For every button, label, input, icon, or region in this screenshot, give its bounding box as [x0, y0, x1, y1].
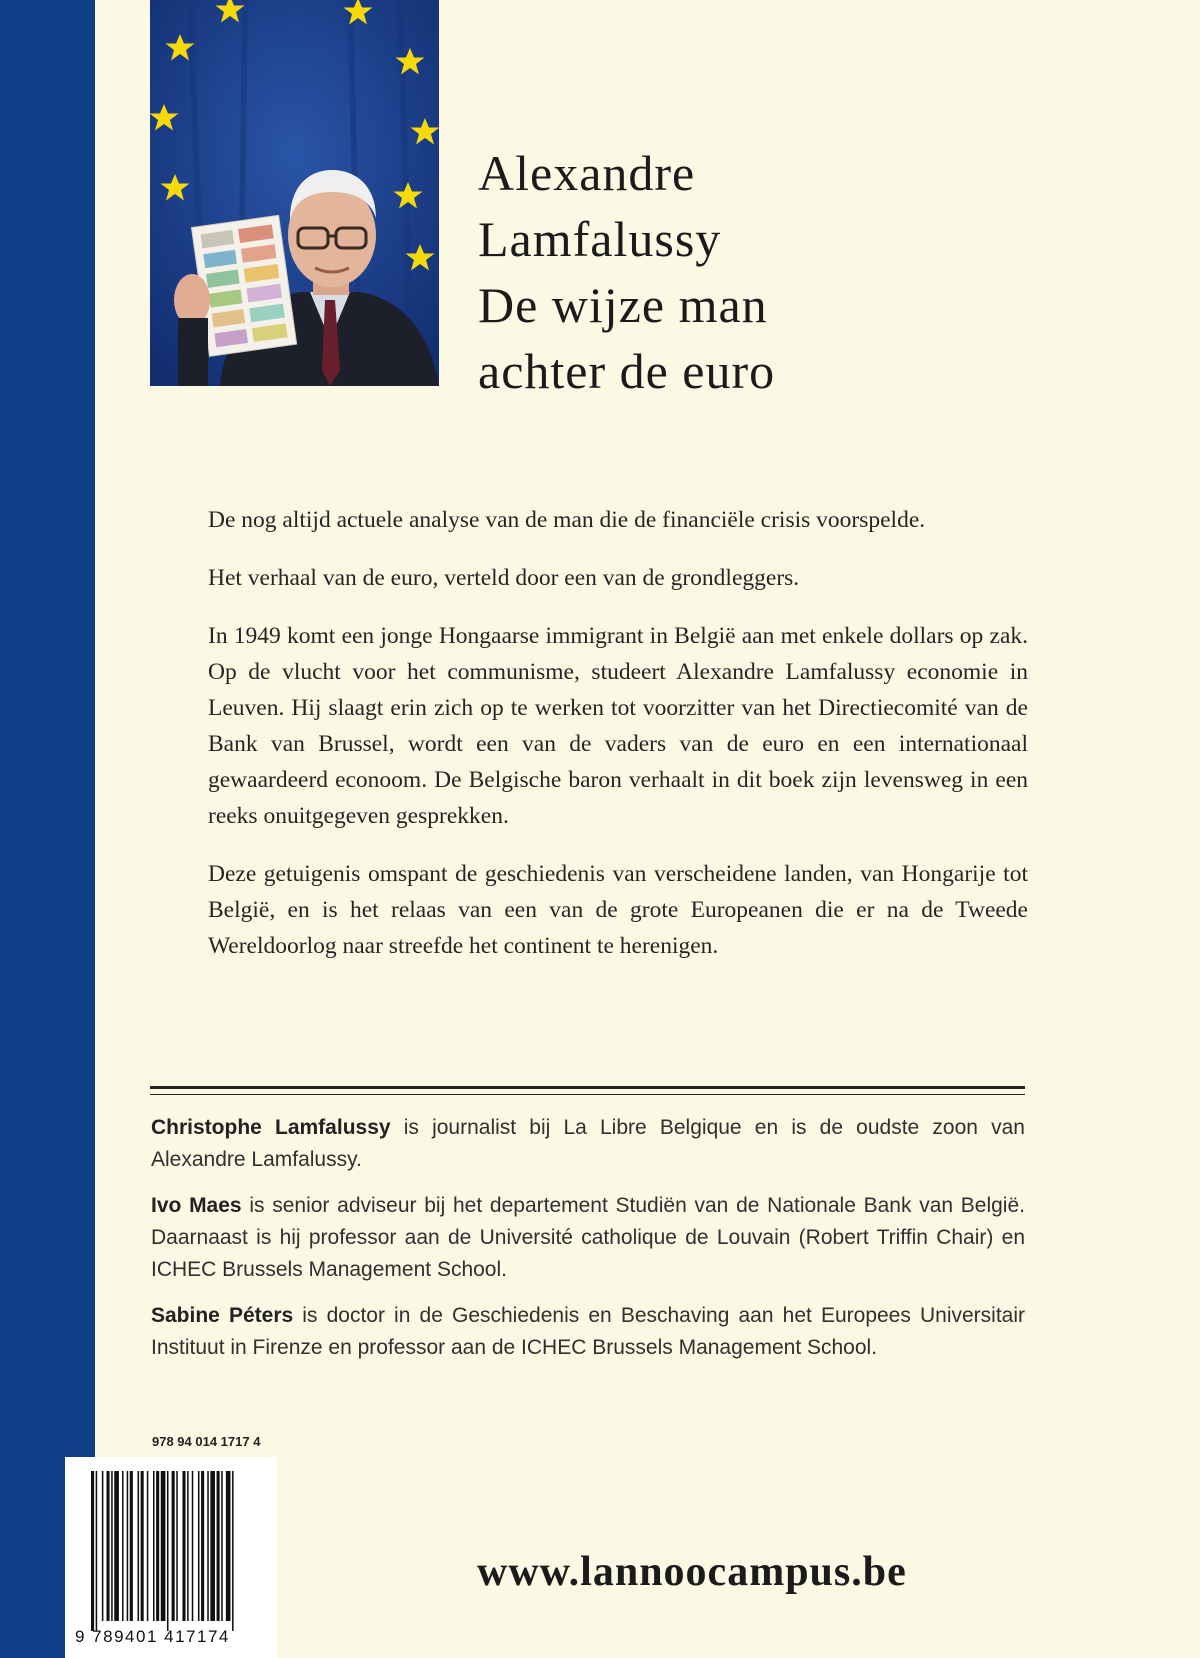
title-line: De wijze man: [478, 277, 768, 333]
book-title: [478, 140, 1178, 404]
author-bio: [151, 1112, 1025, 1176]
barcode-bar: [111, 1471, 113, 1621]
description-paragraph: Het verhaal van de euro, verteld door een van de grondleggers.: [208, 565, 800, 591]
barcode-bar: [187, 1471, 189, 1621]
barcode-bar: [221, 1471, 223, 1621]
barcode-bar: [217, 1471, 220, 1621]
author-bio-text: is journalist bij La Libre Belgique en is de oudste zoon van Alexandre Lamfalussy.: [151, 1116, 1025, 1171]
barcode-bar: [201, 1471, 204, 1621]
cover-photo: [150, 0, 439, 386]
barcode: [65, 1457, 277, 1658]
author-bio-text: is doctor in de Geschiedenis en Beschaving aan het Europees Universitair Instituut in Firenze en professor aan de ICHEC Brussels Management School.: [151, 1304, 1025, 1359]
barcode-bar: [172, 1471, 175, 1621]
barcode-bar: [198, 1471, 200, 1621]
barcode-bar: [96, 1471, 98, 1631]
barcode-bar: [138, 1471, 140, 1621]
author-bio: [151, 1190, 1025, 1286]
barcode-bar: [161, 1471, 166, 1621]
description-paragraph: Deze getuigenis omspant de geschiedenis van verscheidene landen, van Hongarije tot België, en is het relaas van een van de grote Europeanen die er na de Tweede Wereldoorlog naar streefde het continent te herenigen.: [208, 861, 1028, 959]
publisher-website[interactable]: www.lannoocampus.be: [477, 1549, 907, 1595]
barcode-icon: [91, 1471, 275, 1631]
author-bio-text: is senior adviseur bij het departement Studiën van de Nationale Bank van België. Daarnaast is hij professor aan de Université catholique de Louvain (Robert Triffin Chair) en ICHEC Brussels Management School.: [151, 1194, 1025, 1281]
blue-spine: [0, 0, 95, 1658]
barcode-bar: [153, 1471, 155, 1621]
author-name: Ivo Maes: [151, 1194, 242, 1217]
description-paragraph: De nog altijd actuele analyse van de man die de financiële crisis voorspelde.: [208, 507, 926, 533]
author-name: Sabine Péters: [151, 1304, 294, 1327]
title-line: Alexandre: [478, 145, 696, 201]
barcode-bar: [226, 1471, 231, 1621]
barcode-bar: [167, 1471, 169, 1631]
barcode-bar: [130, 1471, 133, 1621]
barcode-bar: [232, 1471, 234, 1631]
divider: [150, 1086, 1025, 1095]
title-line: achter de euro: [478, 343, 776, 399]
barcode-bar: [127, 1471, 129, 1621]
barcode-bar: [156, 1471, 159, 1621]
barcode-bar: [102, 1471, 104, 1621]
author-name: Christophe Lamfalussy: [151, 1116, 391, 1139]
barcode-bar: [210, 1471, 215, 1621]
barcode-bar: [114, 1471, 119, 1621]
barcode-bar: [192, 1471, 194, 1621]
barcode-bar: [207, 1471, 209, 1621]
isbn: 978 94 014 1717 4: [152, 1434, 261, 1449]
barcode-bar: [182, 1471, 185, 1621]
title-line: Lamfalussy: [478, 211, 722, 267]
author-bios: [151, 1112, 1025, 1378]
author-bio: [151, 1300, 1025, 1364]
portrait-with-euro-banknotes-icon: [150, 0, 439, 386]
barcode-digits: 9 789401 417174: [75, 1627, 230, 1646]
barcode-bar: [147, 1471, 149, 1621]
description-paragraph: In 1949 komt een jonge Hongaarse immigrant in België aan met enkele dollars op zak. Op de vlucht voor het communisme, studeert Alexandre Lamfalussy economie in Leuven. Hij slaagt erin zich op te werken tot voorzitter van het Directiecomité van de Bank van Brussel, wordt een van de vaders van de euro en een internationaal gewaardeerd econoom. De Belgische baron verhaalt in dit boek zijn levensweg in een reeks onuitgegeven gesprekken.: [208, 623, 1028, 829]
barcode-bar: [176, 1471, 178, 1621]
book-description: [208, 502, 1028, 986]
barcode-bar: [107, 1471, 110, 1621]
barcode-bar: [141, 1471, 144, 1621]
barcode-bar: [91, 1471, 94, 1631]
barcode-bar: [122, 1471, 124, 1621]
